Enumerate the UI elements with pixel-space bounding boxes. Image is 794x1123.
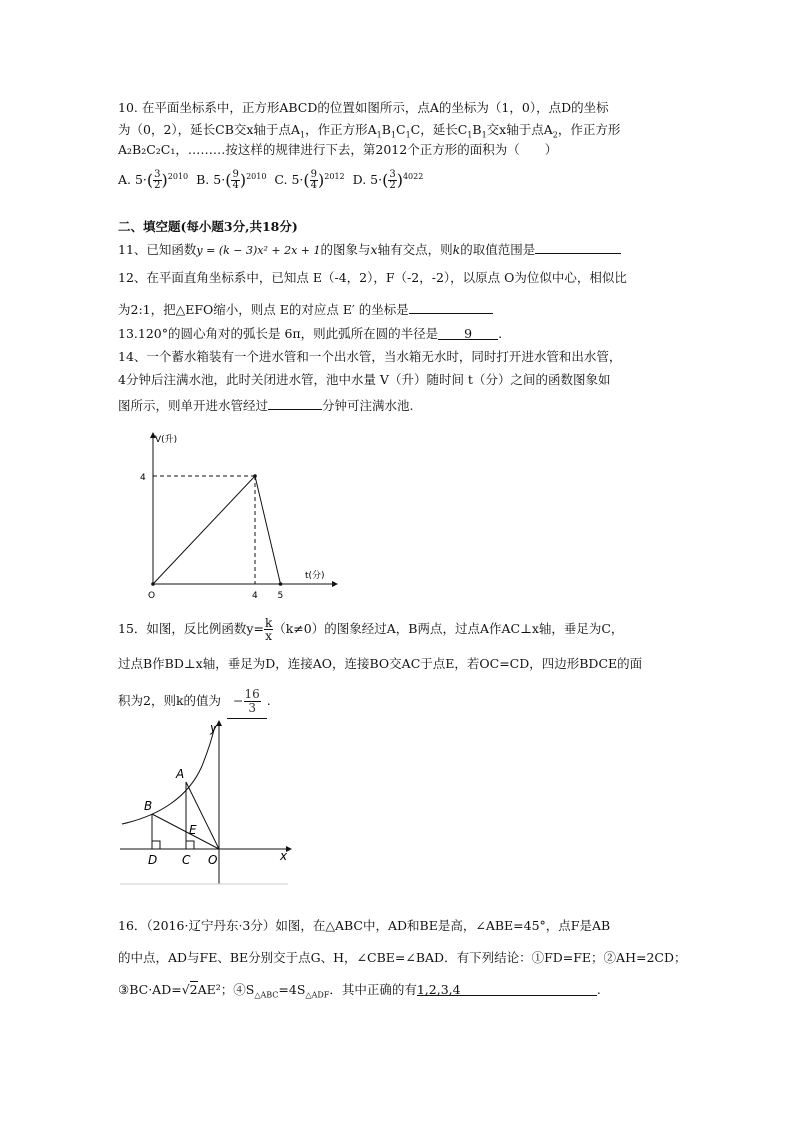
option-a: A. 5·( $\frac{3}{2}$ )$^{2010}$ [118, 169, 189, 192]
q12-line1: 12、在平面直角坐标系中，已知点 E（-4，2），F（-2，-2），以原点 O为位似中心，相似比 [118, 270, 627, 285]
q15-answer: − $\frac{16}{3}$ [227, 684, 267, 719]
q11-answer-blank[interactable] [535, 240, 621, 254]
data-point-origin [151, 582, 155, 586]
option-b: B. 5·( $\frac{9}{4}$ )$^{2010}$ [196, 169, 267, 192]
label-c: C [182, 853, 191, 867]
series-line [153, 476, 281, 584]
label-e: E [189, 823, 197, 837]
segment-ao [186, 782, 219, 849]
q15-figure [118, 718, 293, 886]
q10-line2: 为（0，2），延长CB交x轴于点$A_1$，作正方形$A_1B_1C_1C$，延长$C_1B_1$交x轴于点$A_2$，作正方形 [118, 122, 621, 140]
q10-line1: 10. 在平面坐标系中，正方形ABCD的位置如图所示，点A的坐标为（1，0），点D的坐标 [118, 100, 609, 115]
q14-answer-blank[interactable] [268, 396, 322, 410]
q14-line1: 14、一个蓄水箱装有一个进水管和一个出水管，当水箱无水时，同时打开进水管和出水管， [118, 349, 622, 364]
q10-options [118, 162, 423, 192]
q15-line3: 积为2，则k的值为 − $\frac{16}{3}$ . [118, 684, 271, 718]
option-c: C. 5·( $\frac{9}{4}$ )$^{2012}$ [274, 169, 345, 192]
option-d: D. 5·( $\frac{3}{2}$ )$^{4022}$ [352, 169, 424, 192]
x-tick-label-4: 4 [252, 591, 258, 600]
label-x: x [280, 849, 288, 863]
q16-line3: ③BC·AD=√2AE²；$④S_{\triangle ABC}=4S_{\triangle ADF}$．其中正确的有1,2,3,4 . [118, 982, 601, 1000]
q14-line3: 图所示，则单开进水管经过 分钟可注满水池. [118, 398, 414, 413]
q15-line2: 过点B作BD⊥x轴，垂足为D，连接AO，连接BO交AC于点E，若OC=CD，四边形BDCE的面 [118, 656, 643, 671]
section-title: 二、填空题(每小题3分,共18分) [118, 219, 298, 234]
q13: 13.120°的圆心角对的弧长是 6π，则此弧所在圆的半径是 9 . [118, 326, 503, 341]
q15-line1: 15．如图，反比例函数y= $\frac{k}{x}$ （k≠0）的图象经过A，B两点，过点A作AC⊥x轴，垂足为C， [118, 616, 624, 643]
y-axis-label: V(升) [155, 435, 178, 445]
q11: 11、已知函数y = (k − 3)x² + 2x + 1的图象与x轴有交点，则k的取值范围是 [118, 240, 621, 259]
q12-line2: 为2:1，把△EFO缩小，则点 E的对应点 E′ 的坐标是 [118, 300, 493, 318]
q16-line2: 的中点，AD与FE、BE分别交于点G、H，∠CBE=∠BAD．有下列结论：①FD=FE；②AH=2CD； [118, 950, 687, 965]
data-point-end [279, 582, 283, 586]
label-o: O [208, 853, 218, 867]
q13-answer: 9 [438, 326, 498, 340]
q14-chart [140, 430, 340, 600]
q12-answer-blank[interactable] [409, 300, 493, 314]
label-a: A [176, 767, 185, 781]
x-axis-label: t(分) [305, 571, 325, 581]
right-angle-d [152, 841, 160, 849]
x-tick-label-5: 5 [277, 591, 284, 600]
label-b: B [144, 799, 153, 813]
q10-line3: A₂B₂C₂C₁，………按这样的规律进行下去，第2012个正方形的面积为（ ） [118, 142, 558, 157]
label-d: D [148, 853, 158, 867]
x-axis-arrow-icon [332, 581, 338, 587]
origin-label: O [148, 591, 156, 600]
label-y: y [210, 721, 218, 735]
hyperbola-curve [122, 726, 215, 824]
right-angle-c [186, 841, 194, 849]
q14-line2: 4分钟后注满水池，此时关闭进水管，池中水量 V（升）随时间 t（分）之间的函数图象如 [118, 372, 611, 387]
q16-answer: 1,2,3,4 [417, 982, 597, 996]
q16-line1: 16．（2016·辽宁丹东·3分）如图，在△ABC中，AD和BE是高，∠ABE=45°，点F是AB [118, 918, 611, 933]
data-point-peak [253, 474, 257, 478]
y-tick-label: 4 [140, 473, 146, 483]
